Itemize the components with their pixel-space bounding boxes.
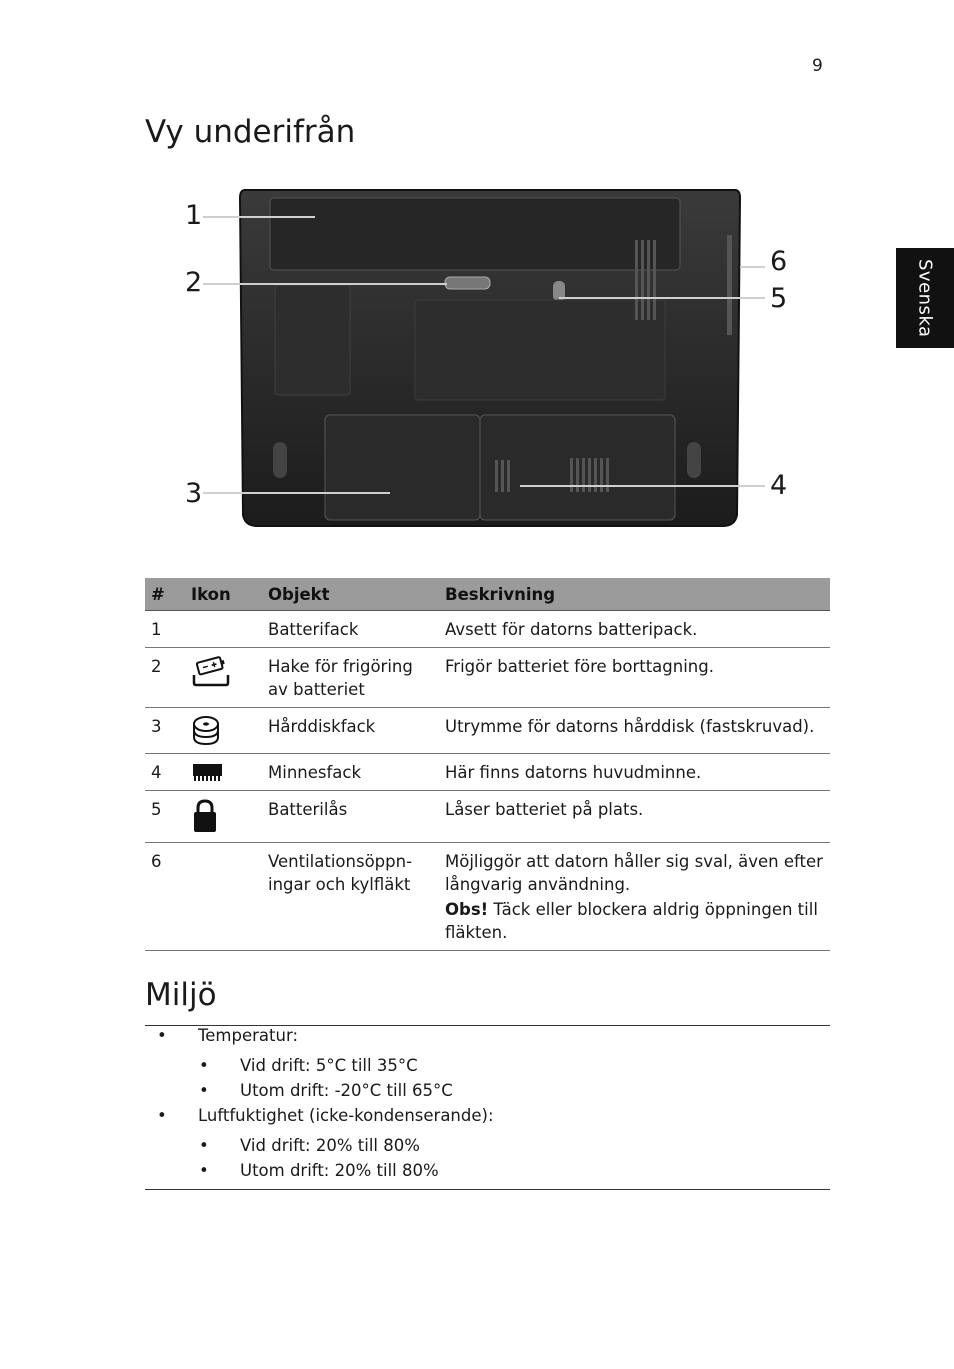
table-row [145, 754, 830, 791]
list-item [145, 1104, 830, 1130]
header-icon: Ikon [185, 578, 262, 611]
battery-latch [445, 277, 490, 289]
table-row [145, 843, 830, 951]
row-object: Minnesfack [262, 754, 439, 791]
row-number: 1 [145, 611, 185, 648]
environment-list [145, 1024, 830, 1184]
section-title-bottom-view: Vy underifrån [145, 114, 356, 150]
section-title-environment: Miljö [145, 977, 217, 1013]
row-number: 3 [145, 708, 185, 754]
row-icon [185, 648, 262, 708]
row-icon [185, 791, 262, 843]
table-row [145, 648, 830, 708]
foot-right [687, 442, 701, 478]
callout-4: 4 [770, 470, 788, 501]
list-subitem-label: Utom drift: -20°C till 65°C [240, 1081, 453, 1100]
inner-panel-left [275, 285, 350, 395]
list-subitem-label: Vid drift: 5°C till 35°C [240, 1056, 418, 1075]
bullet: • [199, 1081, 209, 1100]
row-description: Utrymme för datorns hårddisk (fastskruvad). [439, 708, 830, 754]
bullet: • [199, 1056, 209, 1075]
language-tab-label: Svenska [914, 258, 936, 338]
header-description: Beskrivning [439, 578, 830, 611]
callout-6: 6 [770, 246, 788, 277]
row-description: Frigör batteriet före borttagning. [439, 648, 830, 708]
callout-1: 1 [185, 200, 203, 231]
battery-bay [270, 198, 680, 270]
row-object: Batterilås [262, 791, 439, 843]
row-icon [185, 708, 262, 754]
components-table [145, 578, 830, 951]
list-subitem [145, 1134, 830, 1159]
row-object: Hake för frigöring av batteriet [262, 648, 439, 708]
row-icon [185, 611, 262, 648]
table-row [145, 708, 830, 754]
bullet: • [157, 1026, 167, 1045]
list-item-label: Luftfuktighet (icke-kondenserande): [198, 1106, 494, 1125]
row-number: 6 [145, 843, 185, 951]
page-number: 9 [812, 56, 823, 76]
row-object-line: Ventilationsöppn- [268, 852, 413, 871]
row-icon [185, 754, 262, 791]
bullet: • [199, 1136, 209, 1155]
row-object-line: ingar och kylfläkt [268, 875, 411, 894]
environment-rule-bottom [145, 1189, 830, 1190]
list-subitem [145, 1054, 830, 1079]
callout-2: 2 [185, 267, 203, 298]
row-description: Låser batteriet på plats. [439, 791, 830, 843]
row-object [262, 843, 439, 951]
row-number: 4 [145, 754, 185, 791]
row-icon [185, 843, 262, 951]
header-number: # [145, 578, 185, 611]
laptop-bottom-view-figure [175, 180, 795, 540]
note-label: Obs! [445, 900, 489, 919]
note-text: Täck eller blockera aldrig öppningen till fläkten. [445, 900, 818, 942]
inner-panel-center [415, 300, 665, 400]
list-subitem [145, 1079, 830, 1104]
hdd-bay [325, 415, 480, 520]
list-item [145, 1024, 830, 1050]
laptop-bottom-illustration [175, 180, 795, 540]
row-number: 2 [145, 648, 185, 708]
row-description: Här finns datorns huvudminne. [439, 754, 830, 791]
table-header-row [145, 578, 830, 611]
row-object: Batterifack [262, 611, 439, 648]
row-description [439, 843, 830, 951]
row-description: Avsett för datorns batteripack. [439, 611, 830, 648]
callout-3: 3 [185, 478, 203, 509]
bullet: • [199, 1161, 209, 1180]
list-item-label: Temperatur: [198, 1026, 298, 1045]
memory-icon [191, 761, 225, 783]
list-subitem [145, 1159, 830, 1184]
language-tab [896, 248, 954, 348]
bullet: • [157, 1106, 167, 1125]
hard-disk-icon [191, 715, 223, 747]
lock-icon [191, 798, 219, 834]
row-description-text: Möjliggör att datorn håller sig sval, även efter långvarig användning. [445, 852, 823, 894]
row-object: Hårddiskfack [262, 708, 439, 754]
header-object: Objekt [262, 578, 439, 611]
battery-release-icon [191, 655, 231, 687]
list-subitem-label: Vid drift: 20% till 80% [240, 1136, 420, 1155]
list-subitem-label: Utom drift: 20% till 80% [240, 1161, 439, 1180]
callout-5: 5 [770, 283, 788, 314]
row-number: 5 [145, 791, 185, 843]
note [445, 898, 824, 944]
table-row [145, 611, 830, 648]
foot-left [273, 442, 287, 478]
table-row [145, 791, 830, 843]
